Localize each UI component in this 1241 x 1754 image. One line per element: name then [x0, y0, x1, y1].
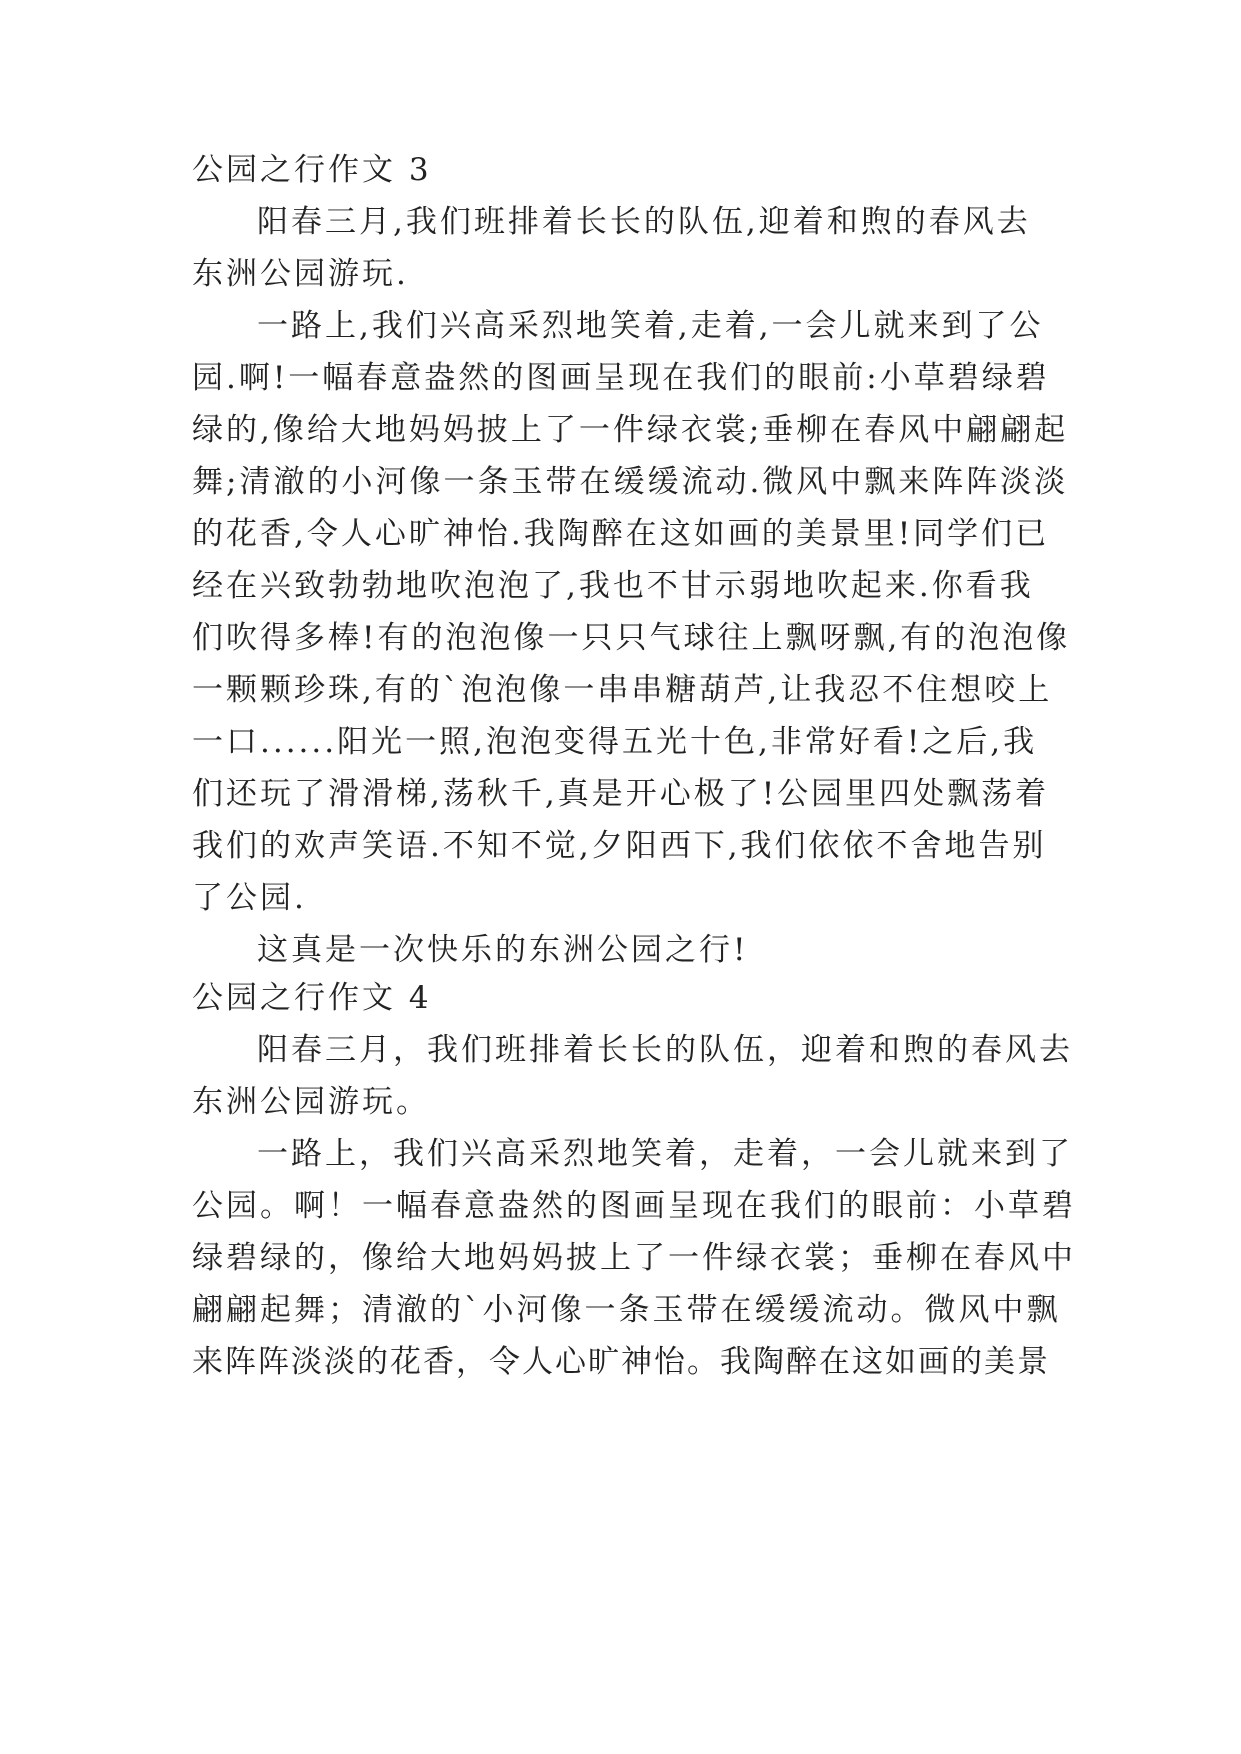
text-line: 们还玩了滑滑梯,荡秋千,真是开心极了!公园里四处飘荡着 [192, 776, 1050, 812]
text-line: 公园。啊！一幅春意盎然的图画呈现在我们的眼前：小草碧 [192, 1188, 1076, 1224]
essay-4-title: 公园之行作文 4 [192, 980, 432, 1016]
text-line: 一颗颗珍珠,有的`泡泡像一串串糖葫芦,让我忍不住想咬上 [192, 672, 1053, 708]
text-line: 这真是一次快乐的东洲公园之行! [257, 932, 749, 968]
text-line: 来阵阵淡淡的花香，令人心旷神怡。我陶醉在这如画的美景 [192, 1344, 1050, 1380]
text-line: 们吹得多棒!有的泡泡像一只只气球往上飘呀飘,有的泡泡像 [192, 620, 1071, 656]
text-line: 经在兴致勃勃地吹泡泡了,我也不甘示弱地吹起来.你看我 [192, 568, 1034, 604]
essay-3-title: 公园之行作文 3 [192, 152, 432, 188]
text-line: 东洲公园游玩. [192, 256, 409, 292]
text-line: 阳春三月，我们班排着长长的队伍，迎着和煦的春风去 [257, 1032, 1073, 1068]
text-line: 一口......阳光一照,泡泡变得五光十色,非常好看!之后,我 [192, 724, 1038, 760]
text-line: 翩翩起舞；清澈的`小河像一条玉带在缓缓流动。微风中飘 [192, 1292, 1061, 1328]
text-line: 绿的,像给大地妈妈披上了一件绿衣裳;垂柳在春风中翩翩起 [192, 412, 1069, 448]
text-line: 园.啊!一幅春意盎然的图画呈现在我们的眼前:小草碧绿碧 [192, 360, 1050, 396]
text-line: 的花香,令人心旷神怡.我陶醉在这如画的美景里!同学们已 [192, 516, 1050, 552]
text-line: 一路上,我们兴高采烈地笑着,走着,一会儿就来到了公 [257, 308, 1044, 344]
text-line: 舞;清澈的小河像一条玉带在缓缓流动.微风中飘来阵阵淡淡 [192, 464, 1069, 500]
text-line: 阳春三月,我们班排着长长的队伍,迎着和煦的春风去 [257, 204, 1031, 240]
text-line: 了公园. [192, 880, 307, 916]
text-line: 东洲公园游玩。 [192, 1084, 430, 1120]
text-line: 一路上，我们兴高采烈地笑着，走着，一会儿就来到了 [257, 1136, 1073, 1172]
text-line: 我们的欢声笑语.不知不觉,夕阳西下,我们依依不舍地告别 [192, 828, 1047, 864]
text-line: 绿碧绿的，像给大地妈妈披上了一件绿衣裳；垂柳在春风中 [192, 1240, 1076, 1276]
